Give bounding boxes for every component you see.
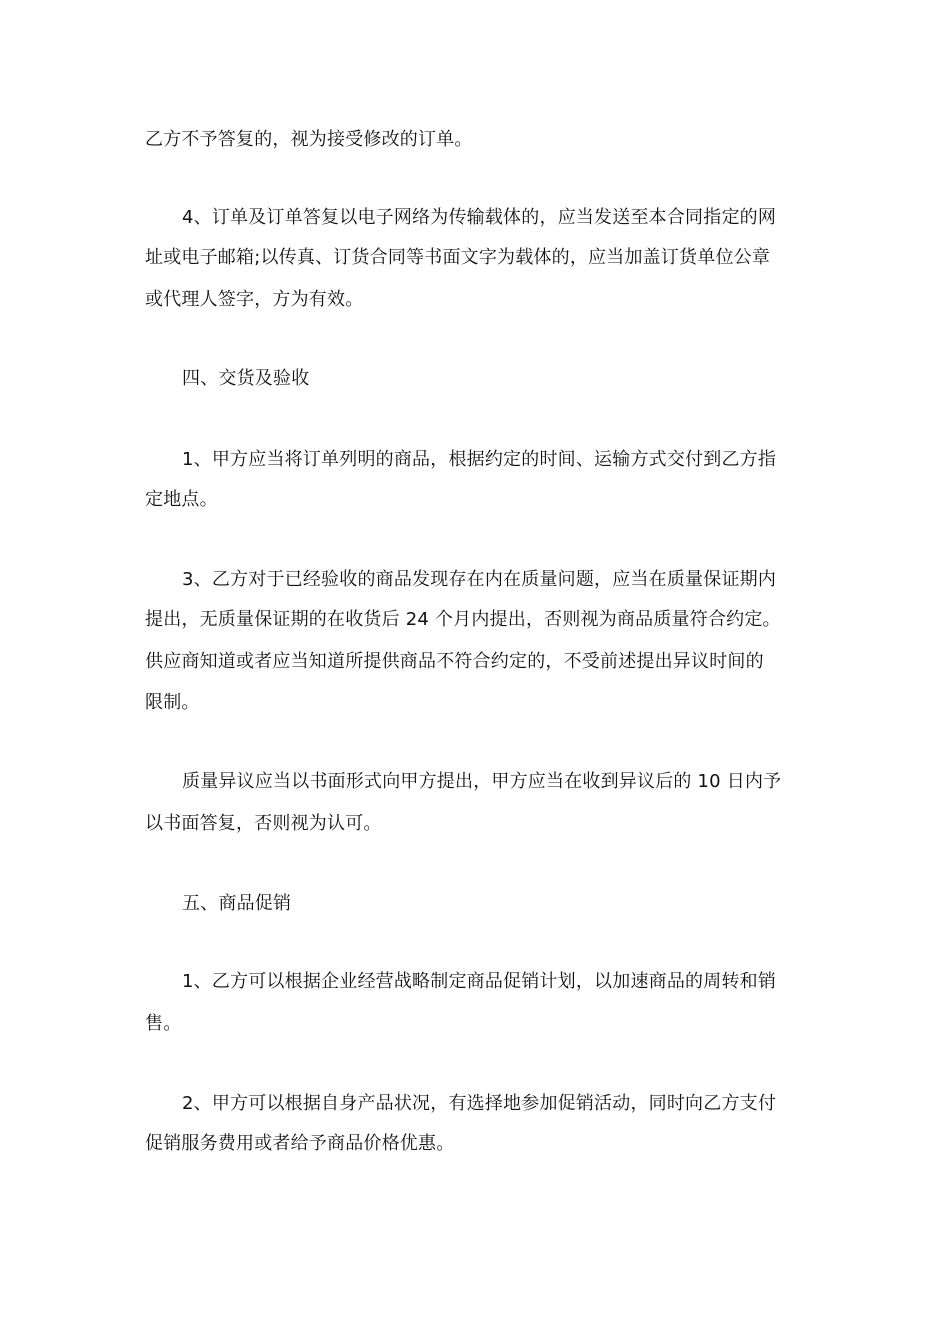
text-line: 1、甲方应当将订单列明的商品，根据约定的时间、运输方式交付到乙方指 bbox=[182, 449, 777, 470]
text-line: 提出，无质量保证期的在收货后 24 个月内提出，否则视为商品质量符合约定。 bbox=[145, 609, 781, 630]
text-line: 以书面答复，否则视为认可。 bbox=[145, 813, 382, 834]
section-heading: 五、商品促销 bbox=[182, 893, 292, 914]
text-line: 1、乙方可以根据企业经营战略制定商品促销计划，以加速商品的周转和销 bbox=[182, 971, 777, 992]
text-line: 售。 bbox=[145, 1013, 182, 1034]
text-line: 址或电子邮箱;以传真、订货合同等书面文字为载体的，应当加盖订货单位公章 bbox=[145, 247, 771, 268]
text-line: 定地点。 bbox=[145, 489, 218, 510]
text-line: 质量异议应当以书面形式向甲方提出，甲方应当在收到异议后的 10 日内予 bbox=[182, 771, 782, 792]
text-line: 限制。 bbox=[145, 692, 200, 713]
text-line: 促销服务费用或者给予商品价格优惠。 bbox=[145, 1133, 455, 1154]
text-line: 供应商知道或者应当知道所提供商品不符合约定的，不受前述提出异议时间的 bbox=[145, 651, 764, 672]
text-line: 3、乙方对于已经验收的商品发现存在内在质量问题，应当在质量保证期内 bbox=[182, 569, 777, 590]
section-heading: 四、交货及验收 bbox=[182, 368, 310, 389]
text-line: 乙方不予答复的，视为接受修改的订单。 bbox=[145, 129, 473, 150]
text-line: 或代理人签字，方为有效。 bbox=[145, 289, 364, 310]
text-line: 4、订单及订单答复以电子网络为传输载体的，应当发送至本合同指定的网 bbox=[182, 207, 777, 228]
text-line: 2、甲方可以根据自身产品状况，有选择地参加促销活动，同时向乙方支付 bbox=[182, 1093, 777, 1114]
